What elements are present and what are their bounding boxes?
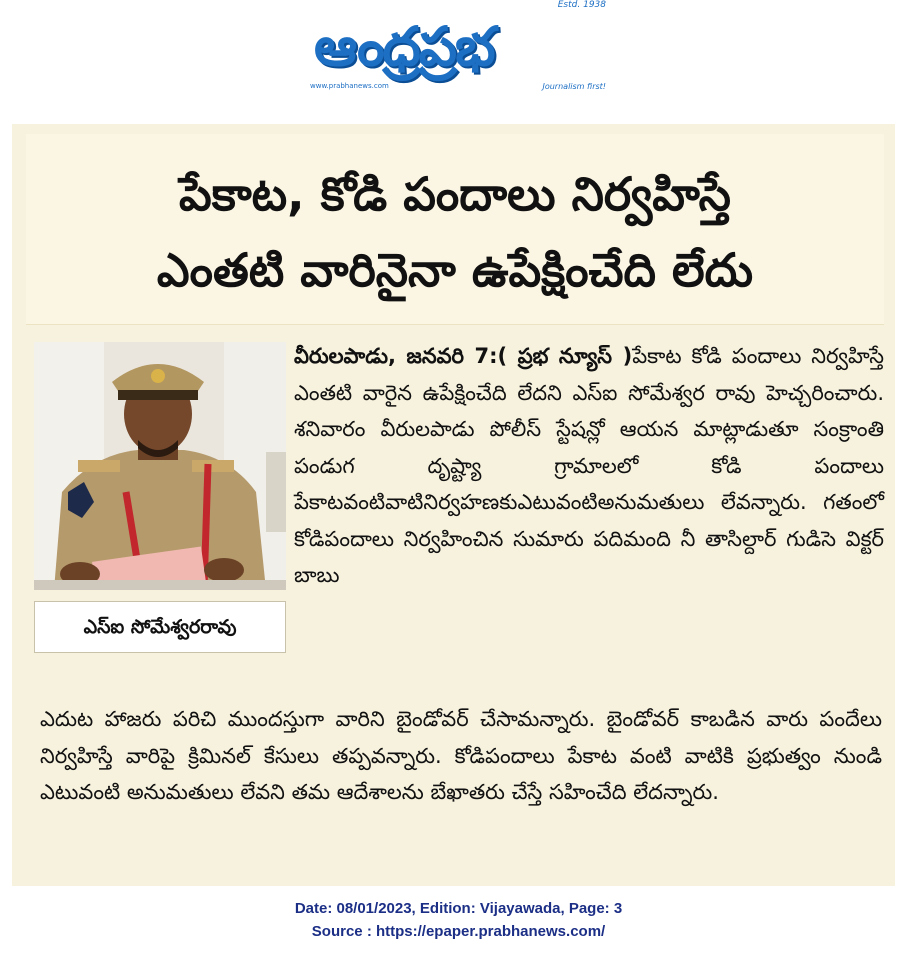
headline-box: [26, 134, 884, 325]
headline: [26, 134, 884, 308]
masthead: [300, 0, 610, 100]
article-full-paragraph: ఎదుట హాజరు పరిచి ముందస్తుగా వారిని బైండోవర్ చేసామన్నారు. బైండోవర్ కాబడిన వారు పందేలు నిర్వహిస్తే వారిపై క్రిమినల్ కేసులు తప్పవన్నారు. కోడిపందాలు పేకాట వంటి వాటికి ప్రభుత్వం నుండి ఎటువంటి అనుమతులు లేవని తమ ఆదేశాలను బేఖాతరు చేస్తే సహించేది లేదన్నారు.: [40, 707, 882, 804]
source-footer: [0, 897, 917, 943]
article-body-bottom: [40, 680, 882, 832]
photo-caption: ఎస్ఐ సోమేశ్వరరావు: [34, 601, 286, 653]
date-edition-line: Date: 08/01/2023, Edition: Vijayawada, Page: 3: [294, 900, 623, 917]
article-intro-paragraph: [294, 338, 884, 594]
article-body-top: [294, 338, 884, 594]
headline-line-2: ఎంతటి వారినైనా ఉపేక్షించేది లేదు: [156, 243, 754, 297]
tagline: Journalism first!: [542, 82, 606, 91]
intro-text: పేకాట కోడి పందాలు నిర్వహిస్తే ఎంతటి వారైన ఉపేక్షించేది లేదని ఎస్ఐ సోమేశ్వర రావు హెచ్చరించారు. శనివారం వీరులపాడు పోలీస్ స్టేషన్లో ఆయన మాట్లాడుతూ సంక్రాంతి పండుగ దృష్ట్యా గ్రామాలలో కోడి పందాలు పేకాటవంటివాటినిర్వహణకుఎటువంటిఅనుమతులు లేవన్నారు. గతంలో కోడిపందాలు నిర్వహించిన సుమారు పదిమంది నీ తాసిల్దార్ గుడిసె విక్టర్ బాబు: [294, 344, 884, 587]
established-year: Estd. 1938: [557, 0, 606, 10]
website-label: www.prabhanews.com: [310, 82, 389, 90]
source-line: Source : https://epaper.prabhanews.com/: [311, 923, 606, 940]
news-clipping: [12, 124, 895, 886]
dateline: వీరులపాడు, జనవరి 7:( ప్రభ న్యూస్ ): [294, 344, 633, 368]
newspaper-logo: ఆంధ్రప్రభ: [314, 15, 494, 78]
officer-photo: [34, 342, 286, 590]
headline-line-1: పేకాట, కోడి పందాలు నిర్వహిస్తే: [179, 167, 731, 221]
